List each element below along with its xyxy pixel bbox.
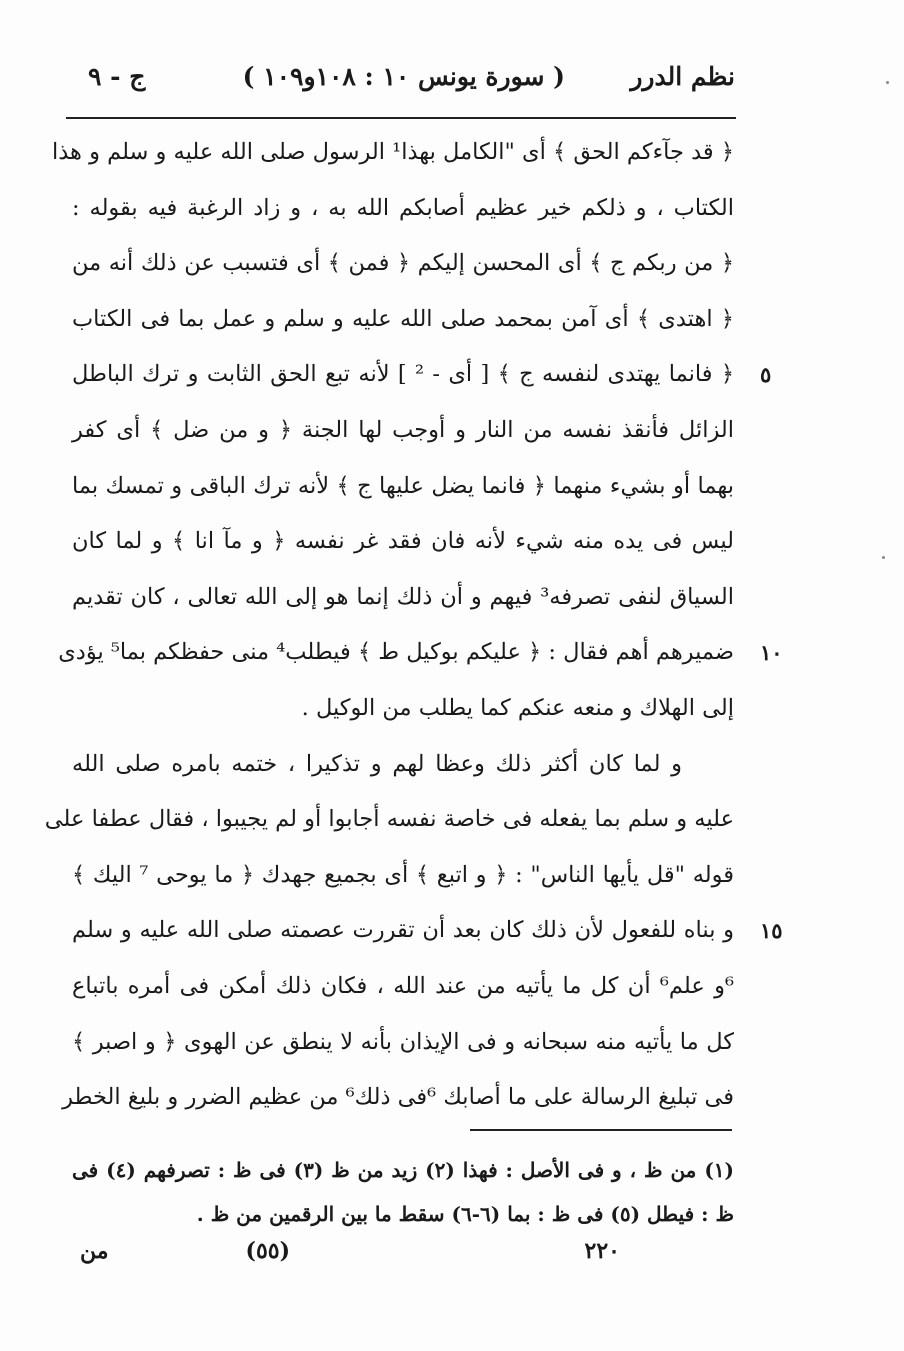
book-title: نظم الدرر bbox=[630, 62, 735, 91]
line-number: ١٥ bbox=[760, 918, 783, 944]
line-number: ٥ bbox=[760, 362, 772, 388]
text-line: ⁶و علم⁶ أن كل ما يأتيه من عند الله ، فكان ذلك أمكن فى أمره باتباع bbox=[72, 972, 734, 999]
surah-reference: ( سورة يونس ١٠ : ١٠٨و١٠٩ ) bbox=[242, 62, 565, 91]
text-line: كل ما يأتيه منه سبحانه و فى الإيذان بأنه لا ينطق عن الهوى ﴿ و اصبر ﴾ bbox=[72, 1028, 734, 1055]
paper-speck bbox=[886, 81, 889, 84]
text-line: عليه و سلم بما يفعله فى خاصة نفسه أجابوا أو لم يجيبوا ، فقال عطفا على bbox=[44, 806, 734, 833]
text-line: و بناه للفعول لأن ذلك كان بعد أن تقررت عصمته صلى الله عليه و سلم bbox=[72, 917, 734, 944]
footnotes bbox=[72, 1148, 734, 1236]
text-line: فى تبليغ الرسالة على ما أصابك ⁶فى ذلك⁶ من عظيم الضرر و بليغ الخطر bbox=[62, 1084, 734, 1111]
running-header bbox=[70, 62, 735, 102]
text-line: ﴿ فانما يهتدى لنفسه ج ﴾ [ أى - ² ] لأنه تبع الحق الثابت و ترك الباطل bbox=[72, 361, 734, 388]
text-line: ﴿ قد جآءكم الحق ﴾ أى "الكامل بهذا¹ الرسول صلى الله عليه و سلم و هذا bbox=[52, 139, 734, 165]
footnote-rule bbox=[470, 1129, 732, 1131]
volume-number: ج - ٩ bbox=[88, 62, 146, 91]
page-number: ٢٢٠ bbox=[584, 1238, 620, 1264]
main-text bbox=[44, 125, 735, 1126]
text-line: السياق لنفى تصرفه³ فيهم و أن ذلك إنما هو إلى الله تعالى ، كان تقديم bbox=[72, 583, 735, 610]
text-line: ﴿ من ربكم ج ﴾ أى المحسن إليكم ﴿ فمن ﴾ أى فتسبب عن ذلك أنه من bbox=[72, 250, 734, 277]
text-line: و لما كان أكثر ذلك وعظا لهم و تذكيرا ، ختمه بامره صلى الله bbox=[72, 750, 682, 777]
signature-mark: (٥٥) bbox=[245, 1238, 290, 1264]
text-line: ضميرهم أهم فقال : ﴿ عليكم بوكيل ط ﴾ فيطلب⁴ منى حفظكم بما⁵ يؤدى bbox=[58, 639, 734, 666]
text-line: ليس فى يده منه شيء لأنه فان فقد غر نفسه ﴿ و مآ انا ﴾ و لما كان bbox=[72, 528, 734, 555]
footnote-line: (١) من ظ ، و فى الأصل : فهذا (٢) زيد من ظ (٣) فى ظ : تصرفهم (٤) فى bbox=[72, 1158, 734, 1182]
text-line: قوله "قل يأيها الناس" : ﴿ و اتبع ﴾ أى بجميع جهدك ﴿ ما يوحى ⁷ اليك ﴾ bbox=[72, 861, 734, 888]
catchword: من bbox=[80, 1238, 109, 1264]
text-line: إلى الهلاك و منعه عنكم كما يطلب من الوكيل . bbox=[301, 694, 734, 721]
text-line: الزائل فأنقذ نفسه من النار و أوجب لها الجنة ﴿ و من ضل ﴾ أى كفر bbox=[72, 416, 734, 443]
text-line: بهما أو بشيء منهما ﴿ فانما يضل عليها ج ﴾ لأنه ترك الباقى و تمسك بما bbox=[72, 472, 734, 499]
page-footer bbox=[80, 1238, 620, 1274]
text-line: الكتاب ، و ذلكم خير عظيم أصابكم الله به ، و زاد الرغبة فيه بقوله : bbox=[72, 194, 734, 221]
text-line: ﴿ اهتدى ﴾ أى آمن بمحمد صلى الله عليه و سلم و عمل بما فى الكتاب bbox=[72, 305, 734, 332]
paper-speck bbox=[882, 556, 885, 559]
header-rule bbox=[66, 117, 736, 119]
footnote-line: ظ : فيطل (٥) فى ظ : بما (٦-٦) سقط ما بين الرقمين من ظ . bbox=[196, 1202, 734, 1226]
line-number: ١٠ bbox=[760, 640, 783, 666]
